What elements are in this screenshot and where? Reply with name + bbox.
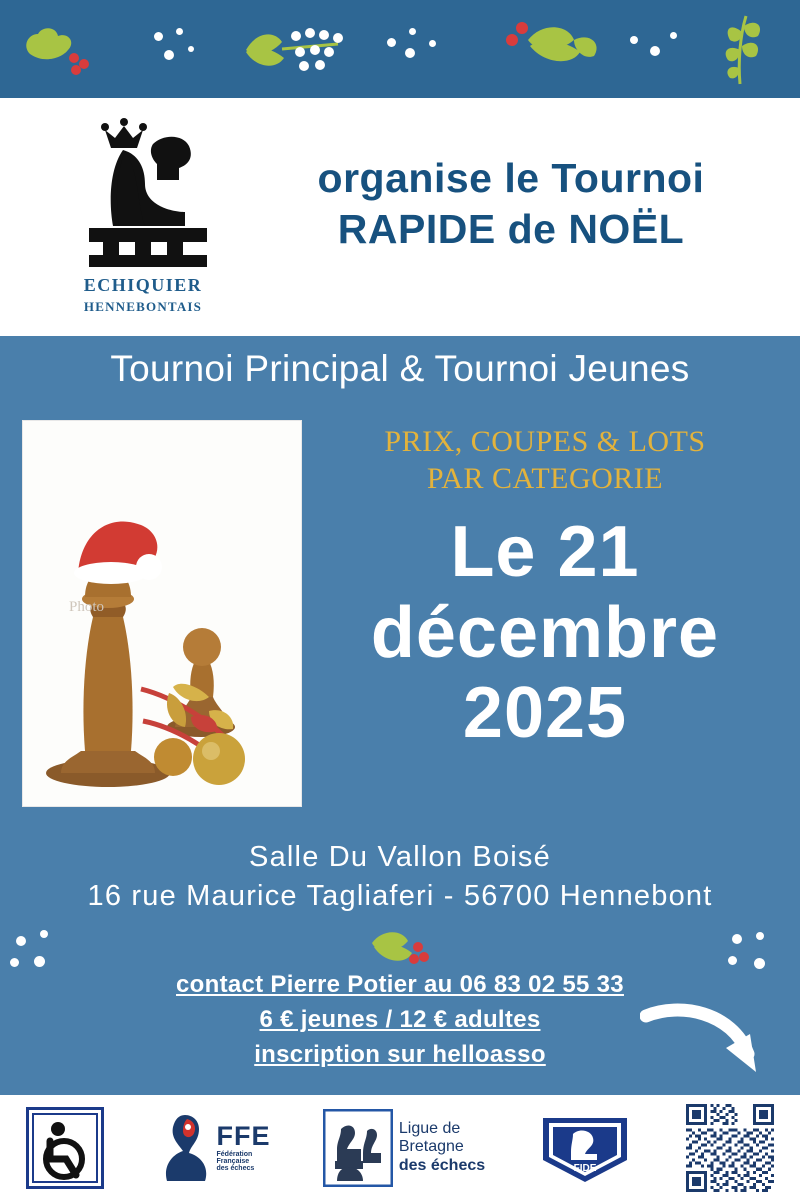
club-subname: HENNEBONTAIS [83,299,203,314]
ligue-line1: Ligue de [398,1119,461,1137]
top-decoration-banner [0,0,800,98]
page-title [236,153,786,256]
venue-address [0,838,800,917]
ligue-bretagne-logo [323,1109,485,1187]
footer-logos [0,1095,800,1200]
ffe-logo [157,1111,271,1185]
ligue-line2: Bretagne [398,1138,464,1156]
club-name: ECHIQUIER [83,275,203,295]
tournament-subtitle: Tournoi Principal & Tournoi Jeunes [110,348,690,389]
dot-cluster-icon [630,30,690,70]
dot-cluster-icon [150,28,210,68]
leaf-branch-icon [700,12,780,88]
chess-club-logo-icon [53,108,233,273]
svg-text:FIDE: FIDE [574,1162,597,1174]
page-title-line1: organise le Tournoi [317,155,705,201]
ffe-line3: des échecs [216,1165,255,1173]
accessibility-logo [26,1107,104,1189]
dot-cluster-icon [385,28,445,68]
photo-watermark: Photo [69,599,105,615]
holly-leaf-icon [360,925,440,973]
ffe-abbr: FFE [216,1121,271,1152]
ffe-line1: Fédération [216,1150,253,1158]
prizes-text [300,424,790,497]
prizes-line1: PRIX, COUPES & LOTS [384,425,706,458]
contact-line2: 6 € jeunes / 12 € adultes [259,1005,541,1033]
venue-line2: 16 rue Maurice Tagliaferi - 56700 Hennebont [87,880,713,913]
ffe-line2: Française [216,1158,250,1165]
event-date-line2: décembre [370,592,720,673]
curved-arrow-to-qr-icon [640,998,770,1088]
holly-leaf-icon [18,20,108,82]
event-date [300,512,790,754]
event-date-line3: 2025 [462,673,628,754]
prizes-line2: PAR CATEGORIE [426,461,664,495]
tournament-photo [22,420,302,807]
contact-line3: inscription sur helloasso [254,1040,546,1068]
berry-branch-icon [238,22,348,80]
page-title-line2: RAPIDE de NOËL [337,206,685,253]
ligue-line3: des échecs [398,1156,486,1174]
club-logo-block [38,108,248,315]
venue-line1: Salle Du Vallon Boisé [249,841,551,873]
event-date-line1: Le 21 [450,512,640,592]
fide-logo [537,1108,633,1188]
holly-leaf-icon [498,14,608,84]
header-section [0,98,800,336]
qr-code[interactable] [686,1104,774,1192]
contact-line1: contact Pierre Potier au 06 83 02 55 33 [176,971,624,998]
